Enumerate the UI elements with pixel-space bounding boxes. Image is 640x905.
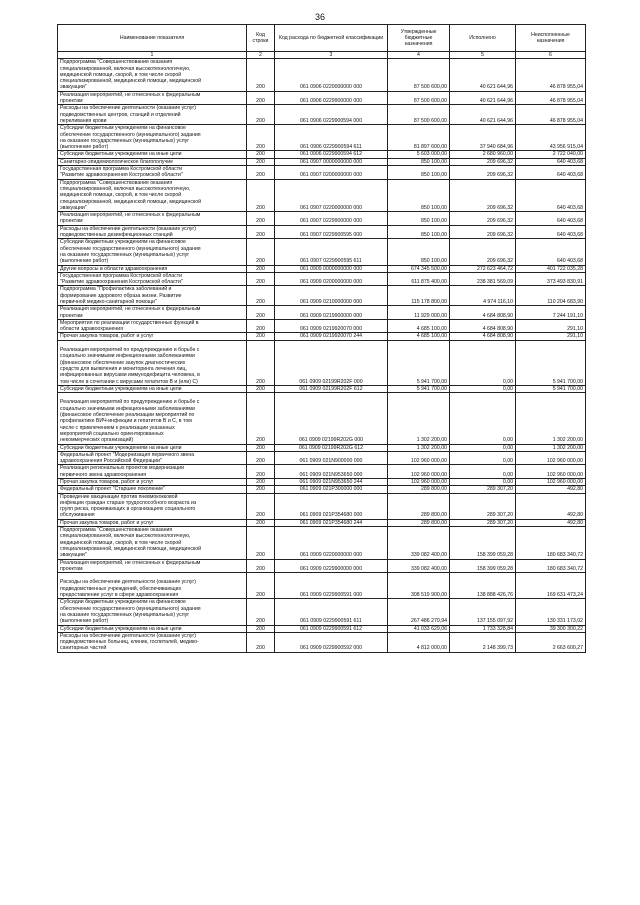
column-number: 6 bbox=[516, 52, 586, 59]
row-unexecuted-amount: 102 960 000,00 bbox=[516, 451, 586, 465]
row-unexecuted-amount: 46 878 955,04 bbox=[516, 59, 586, 91]
table-row bbox=[58, 319, 586, 333]
row-unexecuted-amount: 7 244 191,10 bbox=[516, 306, 586, 320]
row-unexecuted-amount: 39 300 300,22 bbox=[516, 625, 586, 632]
row-approved-amount: 11 929 000,00 bbox=[388, 306, 450, 320]
row-unexecuted-amount: 5 941 700,00 bbox=[516, 385, 586, 392]
row-executed-amount: 40 621 644,96 bbox=[450, 105, 516, 125]
row-approved-amount: 1 302 200,00 bbox=[388, 393, 450, 444]
row-line-code: 200 bbox=[247, 212, 275, 226]
row-budget-classification-code: 061 0909 0220000000 000 bbox=[275, 527, 388, 559]
row-budget-classification-code: 061 0909 0219920070 000 bbox=[275, 319, 388, 333]
row-approved-amount: 289 800,00 bbox=[388, 486, 450, 493]
row-executed-amount: 238 381 569,09 bbox=[450, 272, 516, 286]
row-executed-amount: 209 696,32 bbox=[450, 212, 516, 226]
column-number: 2 bbox=[247, 52, 275, 59]
table-row bbox=[58, 444, 586, 451]
row-line-code: 200 bbox=[247, 158, 275, 165]
row-unexecuted-amount: 2 663 600,27 bbox=[516, 632, 586, 652]
table-row bbox=[58, 91, 586, 105]
row-executed-amount: 137 155 097,92 bbox=[450, 599, 516, 625]
row-executed-amount: 4 684 808,90 bbox=[450, 319, 516, 333]
row-budget-classification-code: 061 0909 0219920070 244 bbox=[275, 333, 388, 340]
row-line-code: 200 bbox=[247, 166, 275, 180]
row-indicator-name: Подпрограмма "Профилактика заболеваний и формирование здорового образа жизни. Развитие первичной медико-санитарной помощи" bbox=[58, 286, 247, 306]
page-number: 36 bbox=[314, 12, 325, 22]
row-approved-amount: 850 100,00 bbox=[388, 166, 450, 180]
row-indicator-name: Реализация мероприятий, не отнесенных к федеральным проектам bbox=[58, 559, 247, 573]
row-unexecuted-amount: 102 960 000,00 bbox=[516, 465, 586, 479]
row-indicator-name: Субсидии бюджетным учреждениям на иные цели bbox=[58, 444, 247, 451]
header-line-code: Код строки bbox=[247, 25, 275, 52]
table-row bbox=[58, 151, 586, 158]
row-budget-classification-code: 061 0909 021P354680 000 bbox=[275, 493, 388, 519]
table-row bbox=[58, 59, 586, 91]
row-approved-amount: 289 800,00 bbox=[388, 519, 450, 526]
row-budget-classification-code: 061 0909 021N953650 244 bbox=[275, 479, 388, 486]
row-approved-amount: 611 875 400,00 bbox=[388, 272, 450, 286]
row-line-code: 200 bbox=[247, 91, 275, 105]
row-budget-classification-code: 061 0906 0229900594 000 bbox=[275, 105, 388, 125]
row-approved-amount: 41 033 629,06 bbox=[388, 625, 450, 632]
row-approved-amount: 850 100,00 bbox=[388, 212, 450, 226]
row-unexecuted-amount: 401 722 035,28 bbox=[516, 265, 586, 272]
column-number: 5 bbox=[450, 52, 516, 59]
row-executed-amount: 0,00 bbox=[450, 479, 516, 486]
row-approved-amount: 850 100,00 bbox=[388, 239, 450, 265]
table-row bbox=[58, 559, 586, 573]
row-indicator-name: Субсидии бюджетным учреждениям на финансовое обеспечение государственного (муниципального) задания на оказание государственных (муниципальных) услуг (выполнение работ) bbox=[58, 239, 247, 265]
row-unexecuted-amount: 640 403,68 bbox=[516, 179, 586, 211]
row-executed-amount: 0,00 bbox=[450, 444, 516, 451]
row-executed-amount: 2 680 960,00 bbox=[450, 151, 516, 158]
row-executed-amount: 209 696,32 bbox=[450, 179, 516, 211]
table-row bbox=[58, 225, 586, 239]
row-line-code: 200 bbox=[247, 486, 275, 493]
row-approved-amount: 308 519 900,00 bbox=[388, 573, 450, 599]
row-unexecuted-amount: 291,10 bbox=[516, 333, 586, 340]
row-executed-amount: 0,00 bbox=[450, 465, 516, 479]
row-executed-amount: 0,00 bbox=[450, 393, 516, 444]
row-executed-amount: 1 733 328,84 bbox=[450, 625, 516, 632]
table-row bbox=[58, 265, 586, 272]
row-budget-classification-code: 061 0909 0229900591 612 bbox=[275, 625, 388, 632]
row-indicator-name: Другие вопросы в области здравоохранения bbox=[58, 265, 247, 272]
row-line-code: 200 bbox=[247, 451, 275, 465]
row-approved-amount: 87 500 600,00 bbox=[388, 105, 450, 125]
row-line-code: 200 bbox=[247, 333, 275, 340]
row-executed-amount: 4 684 808,90 bbox=[450, 306, 516, 320]
row-executed-amount: 37 940 684,96 bbox=[450, 125, 516, 151]
row-budget-classification-code: 061 0909 0229900592 000 bbox=[275, 632, 388, 652]
row-indicator-name: Расходы на обеспечение деятельности (оказание услуг) подведомственных учреждений, обеспечивающих предоставление услуг в сфере здравоохранения bbox=[58, 573, 247, 599]
row-approved-amount: 4 685 100,00 bbox=[388, 333, 450, 340]
row-budget-classification-code: 061 0909 0219900000 000 bbox=[275, 306, 388, 320]
row-indicator-name: Подпрограмма "Совершенствование оказания специализированной, включая высокотехнологичную, медицинской помощи, скорой, в том числе скорой специализированной, медицинской помощи, медицинской эвакуации" bbox=[58, 179, 247, 211]
table-row bbox=[58, 465, 586, 479]
table-row bbox=[58, 625, 586, 632]
row-indicator-name: Расходы на обеспечение деятельности (оказание услуг) подведомственных центров, станций и отделений переливания крови bbox=[58, 105, 247, 125]
row-unexecuted-amount: 640 403,68 bbox=[516, 166, 586, 180]
row-budget-classification-code: 061 0909 02199R202G 000 bbox=[275, 393, 388, 444]
row-indicator-name: Подпрограмма "Совершенствование оказания специализированной, включая высокотехнологичную, медицинской помощи, скорой, в том числе скорой специализированной, медицинской помощи, медицинской эвакуации" bbox=[58, 527, 247, 559]
row-budget-classification-code: 061 0909 021P300000 000 bbox=[275, 486, 388, 493]
row-executed-amount: 209 696,32 bbox=[450, 225, 516, 239]
table-row bbox=[58, 493, 586, 519]
column-number-row bbox=[58, 52, 586, 59]
row-approved-amount: 4 812 000,00 bbox=[388, 632, 450, 652]
table-row bbox=[58, 527, 586, 559]
row-unexecuted-amount: 180 683 340,72 bbox=[516, 527, 586, 559]
row-unexecuted-amount: 43 956 915,04 bbox=[516, 125, 586, 151]
row-unexecuted-amount: 640 403,68 bbox=[516, 225, 586, 239]
row-indicator-name: Субсидии бюджетным учреждениям на финансовое обеспечение государственного (муниципального) задания на оказание государственных (муниципальных) услуг (выполнение работ) bbox=[58, 599, 247, 625]
row-line-code: 200 bbox=[247, 105, 275, 125]
row-budget-classification-code: 061 0909 02199R202F 612 bbox=[275, 385, 388, 392]
row-executed-amount: 0,00 bbox=[450, 385, 516, 392]
row-indicator-name: Федеральный проект "Модернизация первичного звена здравоохранения Российской Федерации" bbox=[58, 451, 247, 465]
row-indicator-name: Субсидии бюджетным учреждениям на иные цели bbox=[58, 151, 247, 158]
row-line-code: 200 bbox=[247, 393, 275, 444]
table-row bbox=[58, 486, 586, 493]
column-number: 4 bbox=[388, 52, 450, 59]
row-unexecuted-amount: 169 631 473,24 bbox=[516, 573, 586, 599]
row-unexecuted-amount: 102 960 000,00 bbox=[516, 479, 586, 486]
budget-execution-table bbox=[57, 24, 586, 653]
row-budget-classification-code: 061 0909 0000000000 000 bbox=[275, 265, 388, 272]
row-approved-amount: 5 603 000,00 bbox=[388, 151, 450, 158]
row-line-code: 200 bbox=[247, 519, 275, 526]
table-row bbox=[58, 573, 586, 599]
header-budget-classification-code: Код расхода по бюджетной классификации bbox=[275, 25, 388, 52]
table-row bbox=[58, 599, 586, 625]
table-row bbox=[58, 519, 586, 526]
row-budget-classification-code: 061 0907 0000000000 000 bbox=[275, 158, 388, 165]
row-indicator-name: Реализация мероприятий по предупреждению и борьбе с социально значимыми инфекционными заболеваниями (финансовое обеспечение закупок диагностических средств для выявления и мониторинга лечения лиц, инфицированных вирусами иммунодефицита человека, в том числе в сочетании с вирусами гепатитов В и (или) С) bbox=[58, 340, 247, 385]
row-approved-amount: 5 941 700,00 bbox=[388, 340, 450, 385]
row-line-code: 200 bbox=[247, 385, 275, 392]
row-approved-amount: 87 500 600,00 bbox=[388, 59, 450, 91]
row-line-code: 200 bbox=[247, 444, 275, 451]
table-row bbox=[58, 166, 586, 180]
table-row bbox=[58, 333, 586, 340]
row-unexecuted-amount: 180 683 340,72 bbox=[516, 559, 586, 573]
header-executed: Исполнено bbox=[450, 25, 516, 52]
row-executed-amount: 289 307,20 bbox=[450, 519, 516, 526]
table-row bbox=[58, 451, 586, 465]
row-line-code: 200 bbox=[247, 465, 275, 479]
row-indicator-name: Проведение вакцинации против пневмококковой инфекции граждан старше трудоспособного возраста из групп риска, проживающих в организациях социального обслуживания bbox=[58, 493, 247, 519]
row-unexecuted-amount: 640 403,68 bbox=[516, 239, 586, 265]
row-line-code: 200 bbox=[247, 265, 275, 272]
row-line-code: 200 bbox=[247, 272, 275, 286]
row-indicator-name: Субсидии бюджетным учреждениям на иные цели bbox=[58, 625, 247, 632]
row-approved-amount: 5 941 700,00 bbox=[388, 385, 450, 392]
row-approved-amount: 674 345 500,00 bbox=[388, 265, 450, 272]
row-executed-amount: 0,00 bbox=[450, 451, 516, 465]
row-unexecuted-amount: 373 493 830,91 bbox=[516, 272, 586, 286]
row-executed-amount: 209 696,32 bbox=[450, 166, 516, 180]
row-approved-amount: 102 960 000,00 bbox=[388, 451, 450, 465]
row-line-code: 200 bbox=[247, 319, 275, 333]
row-line-code: 200 bbox=[247, 599, 275, 625]
row-approved-amount: 850 100,00 bbox=[388, 179, 450, 211]
row-unexecuted-amount: 640 403,68 bbox=[516, 212, 586, 226]
table-body bbox=[58, 59, 586, 652]
row-indicator-name: Санитарно-эпидемиологическое благополучие bbox=[58, 158, 247, 165]
row-indicator-name: Реализация мероприятий, не отнесенных к федеральным проектам bbox=[58, 91, 247, 105]
row-unexecuted-amount: 46 878 955,04 bbox=[516, 91, 586, 105]
row-indicator-name: Реализация мероприятий, не отнесенных к федеральным проектам bbox=[58, 306, 247, 320]
row-approved-amount: 81 897 600,00 bbox=[388, 125, 450, 151]
row-executed-amount: 40 621 644,96 bbox=[450, 91, 516, 105]
row-indicator-name: Подпрограмма "Совершенствование оказания специализированной, включая высокотехнологичную, медицинской помощи, скорой, в том числе скорой специализированной, медицинской помощи, медицинской эвакуации" bbox=[58, 59, 247, 91]
row-approved-amount: 102 960 000,00 bbox=[388, 465, 450, 479]
row-executed-amount: 289 307,20 bbox=[450, 486, 516, 493]
row-line-code: 200 bbox=[247, 239, 275, 265]
row-budget-classification-code: 061 0909 0229900591 611 bbox=[275, 599, 388, 625]
row-budget-classification-code: 061 0909 02199R202G 612 bbox=[275, 444, 388, 451]
row-line-code: 200 bbox=[247, 625, 275, 632]
row-line-code: 200 bbox=[247, 225, 275, 239]
row-line-code: 200 bbox=[247, 306, 275, 320]
row-indicator-name: Федеральный проект "Старшее поколение" bbox=[58, 486, 247, 493]
row-budget-classification-code: 061 0909 0200000000 000 bbox=[275, 272, 388, 286]
row-indicator-name: Прочая закупка товаров, работ и услуг bbox=[58, 479, 247, 486]
row-indicator-name: Расходы на обеспечение деятельности (оказание услуг) подведомственных дезинфекционных станций bbox=[58, 225, 247, 239]
row-budget-classification-code: 061 0909 0229900000 000 bbox=[275, 559, 388, 573]
table-row bbox=[58, 479, 586, 486]
row-budget-classification-code: 061 0909 021N953650 000 bbox=[275, 465, 388, 479]
row-unexecuted-amount: 1 302 200,00 bbox=[516, 444, 586, 451]
row-indicator-name: Государственная программа Костромской области "Развитие здравоохранения Костромской области" bbox=[58, 272, 247, 286]
column-number: 1 bbox=[58, 52, 247, 59]
row-line-code: 200 bbox=[247, 632, 275, 652]
row-unexecuted-amount: 110 204 683,90 bbox=[516, 286, 586, 306]
row-executed-amount: 272 623 464,72 bbox=[450, 265, 516, 272]
table-row bbox=[58, 286, 586, 306]
row-line-code: 200 bbox=[247, 340, 275, 385]
row-indicator-name: Субсидии бюджетным учреждениям на иные цели bbox=[58, 385, 247, 392]
row-executed-amount: 138 888 426,76 bbox=[450, 573, 516, 599]
row-budget-classification-code: 061 0907 0229900595 000 bbox=[275, 225, 388, 239]
row-line-code: 200 bbox=[247, 125, 275, 151]
row-approved-amount: 850 100,00 bbox=[388, 225, 450, 239]
table-row bbox=[58, 239, 586, 265]
row-budget-classification-code: 061 0906 0220000000 000 bbox=[275, 59, 388, 91]
row-line-code: 200 bbox=[247, 479, 275, 486]
row-budget-classification-code: 061 0907 0229900595 611 bbox=[275, 239, 388, 265]
row-unexecuted-amount: 291,10 bbox=[516, 319, 586, 333]
row-approved-amount: 289 800,00 bbox=[388, 493, 450, 519]
row-indicator-name: Государственная программа Костромской области "Развитие здравоохранения Костромской области" bbox=[58, 166, 247, 180]
table-row bbox=[58, 272, 586, 286]
table-row bbox=[58, 212, 586, 226]
row-unexecuted-amount: 492,80 bbox=[516, 519, 586, 526]
row-budget-classification-code: 061 0909 0210000000 000 bbox=[275, 286, 388, 306]
header-indicator-name: Наименование показателя bbox=[58, 25, 247, 52]
row-unexecuted-amount: 5 941 700,00 bbox=[516, 340, 586, 385]
row-approved-amount: 1 302 200,00 bbox=[388, 444, 450, 451]
row-executed-amount: 158 399 059,28 bbox=[450, 559, 516, 573]
row-budget-classification-code: 061 0906 0229900594 611 bbox=[275, 125, 388, 151]
row-executed-amount: 0,00 bbox=[450, 340, 516, 385]
row-unexecuted-amount: 46 878 955,04 bbox=[516, 105, 586, 125]
row-approved-amount: 850 100,00 bbox=[388, 158, 450, 165]
header-approved-appropriations: Утвержденные бюджетные назначения bbox=[388, 25, 450, 52]
row-budget-classification-code: 061 0907 0200000000 000 bbox=[275, 166, 388, 180]
row-executed-amount: 289 307,20 bbox=[450, 493, 516, 519]
table-row bbox=[58, 385, 586, 392]
row-approved-amount: 339 082 400,00 bbox=[388, 527, 450, 559]
row-executed-amount: 2 148 399,73 bbox=[450, 632, 516, 652]
row-budget-classification-code: 061 0909 02199R202F 000 bbox=[275, 340, 388, 385]
row-indicator-name: Прочая закупка товаров, работ и услуг bbox=[58, 333, 247, 340]
row-line-code: 200 bbox=[247, 286, 275, 306]
row-indicator-name: Расходы на обеспечение деятельности (оказание услуг) подведомственных больниц, клиник, госпиталей, медико- санитарных частей bbox=[58, 632, 247, 652]
row-line-code: 200 bbox=[247, 493, 275, 519]
row-executed-amount: 40 621 644,96 bbox=[450, 59, 516, 91]
row-executed-amount: 209 696,32 bbox=[450, 158, 516, 165]
row-budget-classification-code: 061 0909 021P354680 244 bbox=[275, 519, 388, 526]
row-indicator-name: Реализация мероприятий, не отнесенных к федеральным проектам bbox=[58, 212, 247, 226]
row-indicator-name: Мероприятия по реализации государственных функций в области здравоохранения bbox=[58, 319, 247, 333]
row-approved-amount: 102 960 000,00 bbox=[388, 479, 450, 486]
table-row bbox=[58, 125, 586, 151]
row-budget-classification-code: 061 0909 0229900591 000 bbox=[275, 573, 388, 599]
row-unexecuted-amount: 492,80 bbox=[516, 493, 586, 519]
row-indicator-name: Реализация мероприятий по предупреждению и борьбе с социально значимыми инфекционными заболеваниями (финансовое обеспечение реализации мероприятий по профилактике ВИЧ-инфекции и гепатитов В и С, в том числе с привлечением к реализации указанных мероприятий социально ориентированных некоммерческих организаций) bbox=[58, 393, 247, 444]
table-row bbox=[58, 105, 586, 125]
table-row bbox=[58, 306, 586, 320]
row-unexecuted-amount: 2 722 040,00 bbox=[516, 151, 586, 158]
row-unexecuted-amount: 640 403,68 bbox=[516, 158, 586, 165]
row-budget-classification-code: 061 0907 0220000000 000 bbox=[275, 179, 388, 211]
row-line-code: 200 bbox=[247, 151, 275, 158]
table-row bbox=[58, 179, 586, 211]
row-indicator-name: Субсидии бюджетным учреждениям на финансовое обеспечение государственного (муниципального) задания на оказание государственных (муниципальных) услуг (выполнение работ) bbox=[58, 125, 247, 151]
row-executed-amount: 4 974 116,10 bbox=[450, 286, 516, 306]
row-indicator-name: Реализация региональных проектов модернизации первичного звена здравоохранения bbox=[58, 465, 247, 479]
row-line-code: 200 bbox=[247, 559, 275, 573]
row-approved-amount: 4 685 100,00 bbox=[388, 319, 450, 333]
row-approved-amount: 339 082 400,00 bbox=[388, 559, 450, 573]
row-budget-classification-code: 061 0906 0229900000 000 bbox=[275, 91, 388, 105]
row-budget-classification-code: 061 0906 0229900594 612 bbox=[275, 151, 388, 158]
table-header-row bbox=[58, 25, 586, 52]
header-unexecuted-appropriations: Неисполненные назначения bbox=[516, 25, 586, 52]
table-row bbox=[58, 632, 586, 652]
row-line-code: 200 bbox=[247, 59, 275, 91]
row-executed-amount: 4 684 808,90 bbox=[450, 333, 516, 340]
row-unexecuted-amount: 492,80 bbox=[516, 486, 586, 493]
row-executed-amount: 158 399 059,28 bbox=[450, 527, 516, 559]
table-row bbox=[58, 158, 586, 165]
row-budget-classification-code: 061 0909 021N900000 000 bbox=[275, 451, 388, 465]
table-row bbox=[58, 340, 586, 385]
row-approved-amount: 87 500 600,00 bbox=[388, 91, 450, 105]
row-executed-amount: 209 696,32 bbox=[450, 239, 516, 265]
column-number: 3 bbox=[275, 52, 388, 59]
row-approved-amount: 115 178 800,00 bbox=[388, 286, 450, 306]
row-budget-classification-code: 061 0907 0229900000 000 bbox=[275, 212, 388, 226]
row-unexecuted-amount: 1 302 200,00 bbox=[516, 393, 586, 444]
row-line-code: 200 bbox=[247, 527, 275, 559]
row-line-code: 200 bbox=[247, 179, 275, 211]
row-line-code: 200 bbox=[247, 573, 275, 599]
row-indicator-name: Прочая закупка товаров, работ и услуг bbox=[58, 519, 247, 526]
row-unexecuted-amount: 130 331 173,02 bbox=[516, 599, 586, 625]
table-row bbox=[58, 393, 586, 444]
row-approved-amount: 267 486 270,94 bbox=[388, 599, 450, 625]
